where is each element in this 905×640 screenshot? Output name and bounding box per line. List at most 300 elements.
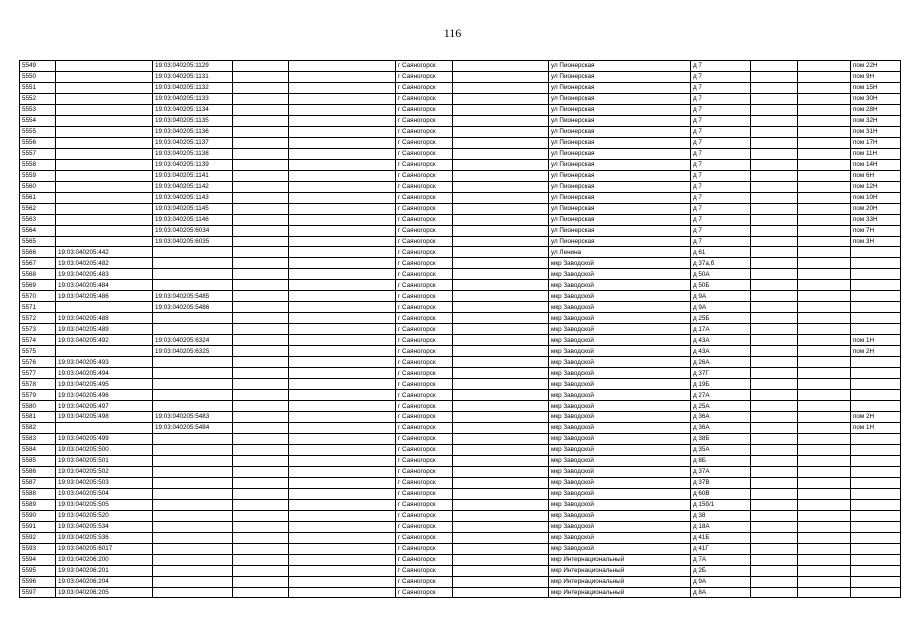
cell-empty-col-c <box>453 291 549 302</box>
cell-empty-col-d <box>751 324 798 335</box>
cell-row-number: 5580 <box>20 401 56 412</box>
cell-street: ул Пионерская <box>549 104 691 115</box>
cell-empty-col-e <box>798 269 851 280</box>
cell-street: ул Пионерская <box>549 236 691 247</box>
cell-land-parcel-number <box>56 115 153 126</box>
cell-house: д 35А <box>691 444 751 455</box>
table-row <box>20 433 901 444</box>
cell-city: г Саяногорск <box>396 225 453 236</box>
cell-city: г Саяногорск <box>396 159 453 170</box>
cell-city: г Саяногорск <box>396 302 453 313</box>
cell-land-parcel-number <box>56 181 153 192</box>
cell-empty-col-e <box>798 521 851 532</box>
cell-house: д 7 <box>691 82 751 93</box>
cell-house: д 61 <box>691 247 751 258</box>
cell-row-number: 5566 <box>20 247 56 258</box>
cell-land-parcel-number <box>56 346 153 357</box>
cell-row-number: 5585 <box>20 455 56 466</box>
cell-city: г Саяногорск <box>396 280 453 291</box>
cell-street: ул Пионерская <box>549 126 691 137</box>
cell-empty-col-d <box>751 236 798 247</box>
cell-row-number: 5554 <box>20 115 56 126</box>
cell-room <box>851 280 901 291</box>
cell-row-number: 5553 <box>20 104 56 115</box>
cell-street: ул Пионерская <box>549 137 691 148</box>
cell-street: ул Пионерская <box>549 159 691 170</box>
cell-empty-col-b <box>289 521 396 532</box>
table-row <box>20 510 901 521</box>
cell-empty-col-e <box>798 236 851 247</box>
cell-room <box>851 433 901 444</box>
cell-street: ул Пионерская <box>549 225 691 236</box>
cell-premises-number <box>153 554 233 565</box>
cell-empty-col-c <box>453 455 549 466</box>
cell-empty-col-a <box>233 269 289 280</box>
registry-table <box>19 60 901 598</box>
cell-land-parcel-number: 19:03:040205:497 <box>56 401 153 412</box>
cell-empty-col-b <box>289 291 396 302</box>
cell-empty-col-a <box>233 170 289 181</box>
cell-house: д 7 <box>691 214 751 225</box>
cell-empty-col-d <box>751 499 798 510</box>
cell-city: г Саяногорск <box>396 115 453 126</box>
cell-room <box>851 302 901 313</box>
cell-empty-col-e <box>798 203 851 214</box>
cell-empty-col-b <box>289 543 396 554</box>
cell-land-parcel-number: 19:03:040205:494 <box>56 368 153 379</box>
cell-empty-col-c <box>453 225 549 236</box>
cell-empty-col-c <box>453 444 549 455</box>
cell-premises-number: 19:03:040205:1132 <box>153 82 233 93</box>
cell-land-parcel-number <box>56 236 153 247</box>
table-row <box>20 401 901 412</box>
cell-empty-col-d <box>751 159 798 170</box>
cell-empty-col-d <box>751 587 798 598</box>
cell-house: д 7 <box>691 181 751 192</box>
cell-empty-col-c <box>453 357 549 368</box>
cell-city: г Саяногорск <box>396 93 453 104</box>
table-row <box>20 291 901 302</box>
cell-empty-col-d <box>751 412 798 423</box>
cell-street: мкр Заводской <box>549 258 691 269</box>
cell-empty-col-c <box>453 280 549 291</box>
cell-empty-col-c <box>453 181 549 192</box>
cell-empty-col-d <box>751 291 798 302</box>
cell-empty-col-e <box>798 258 851 269</box>
cell-room <box>851 565 901 576</box>
cell-street: мкр Заводской <box>549 455 691 466</box>
cell-house: д 7 <box>691 236 751 247</box>
cell-row-number: 5552 <box>20 93 56 104</box>
cell-empty-col-c <box>453 346 549 357</box>
table-row <box>20 247 901 258</box>
cell-empty-col-d <box>751 137 798 148</box>
cell-city: г Саяногорск <box>396 71 453 82</box>
cell-empty-col-b <box>289 170 396 181</box>
cell-city: г Саяногорск <box>396 324 453 335</box>
cell-empty-col-e <box>798 412 851 423</box>
cell-room <box>851 368 901 379</box>
cell-empty-col-b <box>289 357 396 368</box>
cell-empty-col-a <box>233 236 289 247</box>
cell-land-parcel-number <box>56 302 153 313</box>
cell-row-number: 5581 <box>20 412 56 423</box>
cell-row-number: 5573 <box>20 324 56 335</box>
cell-empty-col-a <box>233 126 289 137</box>
cell-house: д 7 <box>691 115 751 126</box>
cell-land-parcel-number <box>56 203 153 214</box>
cell-empty-col-b <box>289 532 396 543</box>
cell-empty-col-b <box>289 422 396 433</box>
cell-house: д 7 <box>691 159 751 170</box>
cell-empty-col-b <box>289 455 396 466</box>
cell-city: г Саяногорск <box>396 357 453 368</box>
cell-street: мкр Заводской <box>549 357 691 368</box>
cell-room <box>851 554 901 565</box>
cell-house: д 9А <box>691 302 751 313</box>
cell-room: пом 6Н <box>851 170 901 181</box>
table-row <box>20 61 901 72</box>
cell-empty-col-e <box>798 587 851 598</box>
cell-street: ул Пионерская <box>549 214 691 225</box>
cell-row-number: 5586 <box>20 466 56 477</box>
cell-row-number: 5597 <box>20 587 56 598</box>
table-row <box>20 455 901 466</box>
cell-house: д 7 <box>691 126 751 137</box>
cell-room: пом 12Н <box>851 181 901 192</box>
cell-empty-col-c <box>453 236 549 247</box>
cell-room: пом 1Н <box>851 422 901 433</box>
cell-street: мкр Заводской <box>549 401 691 412</box>
cell-premises-number <box>153 455 233 466</box>
cell-empty-col-b <box>289 280 396 291</box>
cell-empty-col-d <box>751 126 798 137</box>
cell-land-parcel-number: 19:03:040205:503 <box>56 477 153 488</box>
cell-city: г Саяногорск <box>396 390 453 401</box>
cell-empty-col-d <box>751 280 798 291</box>
cell-room: пом 17Н <box>851 137 901 148</box>
cell-land-parcel-number <box>56 61 153 72</box>
cell-empty-col-b <box>289 313 396 324</box>
cell-premises-number: 19:03:040205:6035 <box>153 236 233 247</box>
cell-premises-number: 19:03:040205:1141 <box>153 170 233 181</box>
cell-empty-col-d <box>751 93 798 104</box>
cell-empty-col-d <box>751 346 798 357</box>
cell-empty-col-b <box>289 148 396 159</box>
table-row <box>20 71 901 82</box>
cell-house: д 7 <box>691 170 751 181</box>
cell-empty-col-d <box>751 192 798 203</box>
cell-land-parcel-number <box>56 104 153 115</box>
cell-room: пом 2Н <box>851 412 901 423</box>
cell-house: д 19Б <box>691 379 751 390</box>
table-row <box>20 192 901 203</box>
cell-house: д 9А <box>691 576 751 587</box>
cell-street: мкр Заводской <box>549 335 691 346</box>
cell-premises-number: 19:03:040205:1131 <box>153 71 233 82</box>
cell-empty-col-b <box>289 115 396 126</box>
cell-empty-col-a <box>233 433 289 444</box>
cell-street: мкр Заводской <box>549 444 691 455</box>
cell-premises-number <box>153 466 233 477</box>
cell-room <box>851 401 901 412</box>
cell-empty-col-e <box>798 181 851 192</box>
table-row <box>20 181 901 192</box>
cell-empty-col-c <box>453 510 549 521</box>
cell-house: д 36А <box>691 422 751 433</box>
cell-empty-col-e <box>798 554 851 565</box>
cell-empty-col-b <box>289 499 396 510</box>
cell-city: г Саяногорск <box>396 126 453 137</box>
cell-row-number: 5579 <box>20 390 56 401</box>
cell-empty-col-b <box>289 576 396 587</box>
cell-land-parcel-number: 19:03:040205:496 <box>56 390 153 401</box>
cell-empty-col-a <box>233 181 289 192</box>
cell-room: пом 2Н <box>851 346 901 357</box>
cell-city: г Саяногорск <box>396 368 453 379</box>
cell-empty-col-e <box>798 510 851 521</box>
cell-room <box>851 543 901 554</box>
cell-empty-col-c <box>453 61 549 72</box>
table-row <box>20 93 901 104</box>
cell-empty-col-c <box>453 532 549 543</box>
cell-room: пом 31Н <box>851 126 901 137</box>
table-row <box>20 302 901 313</box>
cell-empty-col-b <box>289 203 396 214</box>
cell-empty-col-d <box>751 477 798 488</box>
cell-empty-col-a <box>233 379 289 390</box>
cell-city: г Саяногорск <box>396 455 453 466</box>
cell-empty-col-c <box>453 576 549 587</box>
cell-row-number: 5594 <box>20 554 56 565</box>
cell-land-parcel-number <box>56 214 153 225</box>
cell-empty-col-a <box>233 390 289 401</box>
cell-land-parcel-number <box>56 71 153 82</box>
cell-room: пом 11Н <box>851 148 901 159</box>
cell-empty-col-d <box>751 302 798 313</box>
table-row <box>20 466 901 477</box>
cell-row-number: 5593 <box>20 543 56 554</box>
cell-empty-col-e <box>798 137 851 148</box>
cell-premises-number <box>153 488 233 499</box>
cell-empty-col-d <box>751 368 798 379</box>
cell-empty-col-d <box>751 543 798 554</box>
cell-city: г Саяногорск <box>396 379 453 390</box>
table-row <box>20 521 901 532</box>
table-row <box>20 357 901 368</box>
cell-empty-col-c <box>453 170 549 181</box>
cell-street: мкр Заводской <box>549 302 691 313</box>
cell-empty-col-d <box>751 104 798 115</box>
cell-room: пом 15Н <box>851 82 901 93</box>
table-row <box>20 488 901 499</box>
cell-house: д 7 <box>691 71 751 82</box>
cell-house: д 37В <box>691 477 751 488</box>
cell-empty-col-b <box>289 379 396 390</box>
cell-premises-number <box>153 313 233 324</box>
cell-room: пом 33Н <box>851 214 901 225</box>
cell-empty-col-a <box>233 422 289 433</box>
cell-row-number: 5569 <box>20 280 56 291</box>
table-row <box>20 565 901 576</box>
cell-city: г Саяногорск <box>396 401 453 412</box>
cell-empty-col-a <box>233 576 289 587</box>
cell-city: г Саяногорск <box>396 291 453 302</box>
cell-empty-col-b <box>289 71 396 82</box>
cell-street: мкр Заводской <box>549 368 691 379</box>
cell-row-number: 5557 <box>20 148 56 159</box>
cell-land-parcel-number: 19:03:040205:504 <box>56 488 153 499</box>
cell-house: д 38Б <box>691 433 751 444</box>
cell-premises-number: 19:03:040205:6324 <box>153 335 233 346</box>
cell-empty-col-e <box>798 115 851 126</box>
cell-city: г Саяногорск <box>396 192 453 203</box>
cell-empty-col-a <box>233 499 289 510</box>
cell-empty-col-e <box>798 455 851 466</box>
cell-house: д 41Г <box>691 543 751 554</box>
cell-row-number: 5587 <box>20 477 56 488</box>
cell-room <box>851 269 901 280</box>
cell-empty-col-a <box>233 82 289 93</box>
cell-empty-col-e <box>798 61 851 72</box>
cell-street: мкр Заводской <box>549 412 691 423</box>
cell-empty-col-d <box>751 170 798 181</box>
cell-premises-number: 19:03:040205:1135 <box>153 115 233 126</box>
cell-row-number: 5576 <box>20 357 56 368</box>
cell-city: г Саяногорск <box>396 247 453 258</box>
cell-empty-col-e <box>798 499 851 510</box>
cell-street: мкр Заводской <box>549 313 691 324</box>
cell-land-parcel-number: 19:03:040205:502 <box>56 466 153 477</box>
cell-house: д 7 <box>691 192 751 203</box>
cell-empty-col-b <box>289 247 396 258</box>
cell-empty-col-e <box>798 302 851 313</box>
cell-house: д 7А <box>691 554 751 565</box>
cell-empty-col-e <box>798 576 851 587</box>
cell-empty-col-a <box>233 313 289 324</box>
cell-empty-col-e <box>798 335 851 346</box>
cell-premises-number: 19:03:040205:1129 <box>153 61 233 72</box>
cell-empty-col-e <box>798 346 851 357</box>
cell-row-number: 5577 <box>20 368 56 379</box>
cell-house: д 7 <box>691 225 751 236</box>
cell-land-parcel-number <box>56 82 153 93</box>
cell-city: г Саяногорск <box>396 466 453 477</box>
table-row <box>20 532 901 543</box>
cell-empty-col-c <box>453 543 549 554</box>
cell-row-number: 5572 <box>20 313 56 324</box>
cell-empty-col-a <box>233 203 289 214</box>
cell-row-number: 5575 <box>20 346 56 357</box>
cell-room <box>851 466 901 477</box>
cell-premises-number <box>153 510 233 521</box>
cell-empty-col-b <box>289 61 396 72</box>
table-row <box>20 313 901 324</box>
cell-house: д 27А <box>691 390 751 401</box>
cell-row-number: 5570 <box>20 291 56 302</box>
cell-empty-col-e <box>798 422 851 433</box>
cell-empty-col-d <box>751 357 798 368</box>
cell-empty-col-e <box>798 247 851 258</box>
cell-empty-col-e <box>798 159 851 170</box>
cell-empty-col-d <box>751 444 798 455</box>
cell-house: д 50А <box>691 269 751 280</box>
cell-house: д 37Г <box>691 368 751 379</box>
cell-land-parcel-number: 19:03:040205:6017 <box>56 543 153 554</box>
cell-empty-col-e <box>798 390 851 401</box>
cell-street: мкр Заводской <box>549 379 691 390</box>
cell-premises-number <box>153 532 233 543</box>
cell-premises-number: 19:03:040205:1143 <box>153 192 233 203</box>
cell-city: г Саяногорск <box>396 499 453 510</box>
cell-empty-col-b <box>289 587 396 598</box>
table-row <box>20 203 901 214</box>
cell-empty-col-d <box>751 181 798 192</box>
cell-city: г Саяногорск <box>396 532 453 543</box>
cell-street: ул Пионерская <box>549 203 691 214</box>
cell-land-parcel-number: 19:03:040205:505 <box>56 499 153 510</box>
cell-empty-col-e <box>798 291 851 302</box>
cell-room: пом 1Н <box>851 335 901 346</box>
cell-empty-col-a <box>233 247 289 258</box>
cell-empty-col-a <box>233 137 289 148</box>
cell-premises-number: 19:03:040205:1136 <box>153 126 233 137</box>
cell-empty-col-e <box>798 401 851 412</box>
cell-empty-col-d <box>751 313 798 324</box>
cell-city: г Саяногорск <box>396 565 453 576</box>
cell-empty-col-e <box>798 532 851 543</box>
cell-row-number: 5551 <box>20 82 56 93</box>
cell-empty-col-a <box>233 565 289 576</box>
cell-empty-col-c <box>453 93 549 104</box>
cell-land-parcel-number: 19:03:040205:495 <box>56 379 153 390</box>
cell-room <box>851 324 901 335</box>
table-row <box>20 412 901 423</box>
cell-house: д 18А <box>691 521 751 532</box>
table-row <box>20 324 901 335</box>
cell-empty-col-e <box>798 357 851 368</box>
cell-house: д 7 <box>691 61 751 72</box>
cell-empty-col-c <box>453 401 549 412</box>
cell-empty-col-b <box>289 192 396 203</box>
cell-street: мкр Заводской <box>549 521 691 532</box>
cell-room: пом 22Н <box>851 61 901 72</box>
cell-empty-col-e <box>798 225 851 236</box>
cell-premises-number: 19:03:040205:5484 <box>153 422 233 433</box>
cell-street: мкр Заводской <box>549 543 691 554</box>
table-row <box>20 148 901 159</box>
cell-row-number: 5562 <box>20 203 56 214</box>
cell-land-parcel-number <box>56 192 153 203</box>
table-row <box>20 379 901 390</box>
cell-empty-col-d <box>751 422 798 433</box>
cell-empty-col-a <box>233 346 289 357</box>
cell-room: пом 3Н <box>851 236 901 247</box>
cell-room <box>851 477 901 488</box>
cell-premises-number <box>153 401 233 412</box>
cell-empty-col-c <box>453 115 549 126</box>
table-row <box>20 422 901 433</box>
cell-land-parcel-number <box>56 93 153 104</box>
cell-premises-number: 19:03:040205:6325 <box>153 346 233 357</box>
cell-row-number: 5550 <box>20 71 56 82</box>
cell-street: мкр Заводской <box>549 269 691 280</box>
cell-city: г Саяногорск <box>396 313 453 324</box>
cell-premises-number <box>153 521 233 532</box>
cell-empty-col-b <box>289 126 396 137</box>
cell-empty-col-e <box>798 433 851 444</box>
cell-room: пом 7Н <box>851 225 901 236</box>
